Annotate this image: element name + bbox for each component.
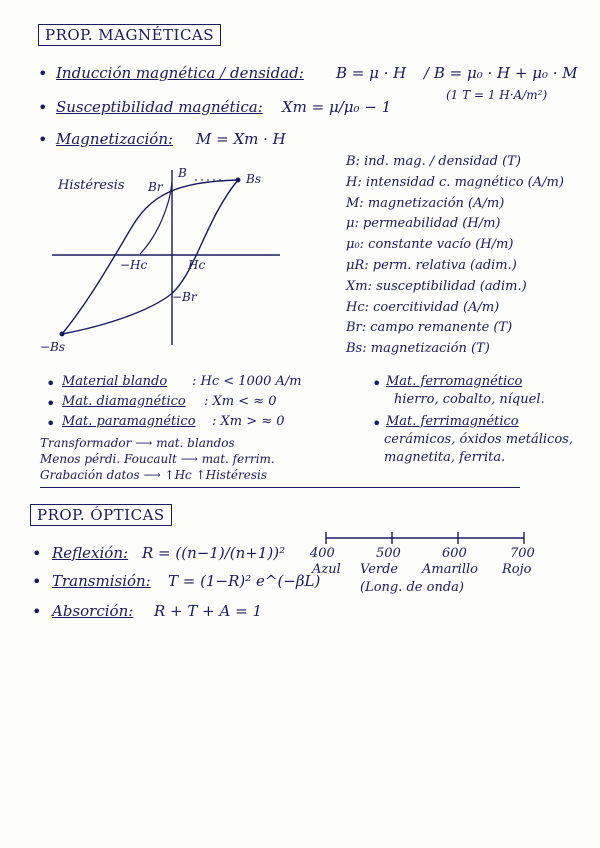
legend-item: Xm: susceptibilidad (adim.) <box>346 278 527 294</box>
legend-item: M: magnetización (A/m) <box>346 195 505 211</box>
bullet: • <box>38 98 48 117</box>
color-amarillo: Amarillo <box>422 562 478 577</box>
legend-item: B: ind. mag. / densidad (T) <box>346 154 521 169</box>
bullet: • <box>46 414 56 433</box>
magnet-label: Magnetización: <box>56 130 174 148</box>
tick-label-700: 700 <box>510 546 535 561</box>
legend-item: H: intensidad c. magnético (A/m) <box>346 174 564 190</box>
legend-item: Bs: magnetización (T) <box>346 341 490 357</box>
bullet: • <box>38 64 48 83</box>
bullet: • <box>32 602 42 621</box>
legend-item: Hc: coercitividad (A/m) <box>346 299 500 315</box>
scale-caption: (Long. de onda) <box>360 580 464 595</box>
neg-bs-label: −Bs <box>40 340 66 354</box>
induccion-unit: (1 T = 1 H·A/m²) <box>446 88 548 102</box>
bullet: • <box>38 130 48 149</box>
induccion-formula: B = μ · H <box>336 64 407 82</box>
b-axis-label: B <box>178 166 187 180</box>
bullet: • <box>372 414 382 433</box>
abs-label: Absorción: <box>52 602 134 620</box>
ferri-examples-2: magnetita, ferrita. <box>384 450 506 465</box>
optical-heading: PROP. ÓPTICAS <box>30 504 172 526</box>
trans-formula: T = (1−R)² e^(−βL) <box>168 572 321 590</box>
trans-label: Transmisión: <box>52 572 151 590</box>
color-verde: Verde <box>360 562 399 577</box>
suscept-label: Susceptibilidad magnética: <box>56 98 263 116</box>
tick-label-600: 600 <box>442 546 467 561</box>
trans-line-1: Transformador ⟶ mat. blandos <box>40 436 235 450</box>
para-cond: : Xm > ≈ 0 <box>212 414 285 429</box>
induccion-formula-2: / B = μ₀ · H + μ₀ · M <box>424 64 578 82</box>
tick-label-400: 400 <box>310 546 335 561</box>
color-azul: Azul <box>312 562 341 577</box>
bullet: • <box>32 544 42 563</box>
trans-line-3: Grabación datos ⟶ ↑Hc ↑Histéresis <box>40 468 267 482</box>
bullet: • <box>372 374 382 393</box>
magnet-formula: M = Xm · H <box>196 130 286 148</box>
ferro-examples: hierro, cobalto, níquel. <box>394 392 545 407</box>
neg-br-label: −Br <box>172 290 197 304</box>
legend-item: μR: perm. relativa (adim.) <box>346 257 517 273</box>
dia-label: Mat. diamagnético <box>62 394 186 409</box>
abs-formula: R + T + A = 1 <box>154 602 262 620</box>
reflex-label: Reflexión: <box>52 544 129 562</box>
hc-label: Hc <box>188 258 206 272</box>
color-rojo: Rojo <box>502 562 532 577</box>
suscept-formula: Xm = μ/μ₀ − 1 <box>282 98 392 116</box>
reflex-formula: R = ((n−1)/(n+1))² <box>142 544 286 562</box>
tick-label-500: 500 <box>376 546 401 561</box>
blando-cond: : Hc < 1000 A/m <box>192 374 302 389</box>
neg-hc-label: −Hc <box>120 258 148 272</box>
trans-line-2: Menos pérdi. Foucault ⟶ mat. ferrim. <box>40 452 275 466</box>
br-label: Br <box>148 180 163 194</box>
legend-item: μ₀: constante vacío (H/m) <box>346 237 514 253</box>
hysteresis-title: Histéresis <box>58 178 125 193</box>
blando-label: Material blando <box>62 374 168 389</box>
para-label: Mat. paramagnético <box>62 414 196 429</box>
bullet: • <box>46 394 56 413</box>
bullet: • <box>32 572 42 591</box>
ferri-label: Mat. ferrimagnético <box>386 414 519 429</box>
ferri-examples-1: cerámicos, óxidos metálicos, <box>384 432 573 447</box>
ferro-label: Mat. ferromagnético <box>386 374 523 389</box>
magnetic-heading: PROP. MAGNÉTICAS <box>38 24 221 46</box>
dia-cond: : Xm < ≈ 0 <box>204 394 277 409</box>
bs-label: Bs <box>246 172 261 186</box>
induccion-label: Inducción magnética / densidad: <box>56 64 304 82</box>
legend-item: Br: campo remanente (T) <box>346 320 513 336</box>
bullet: • <box>46 374 56 393</box>
legend-item: μ: permeabilidad (H/m) <box>346 216 501 232</box>
